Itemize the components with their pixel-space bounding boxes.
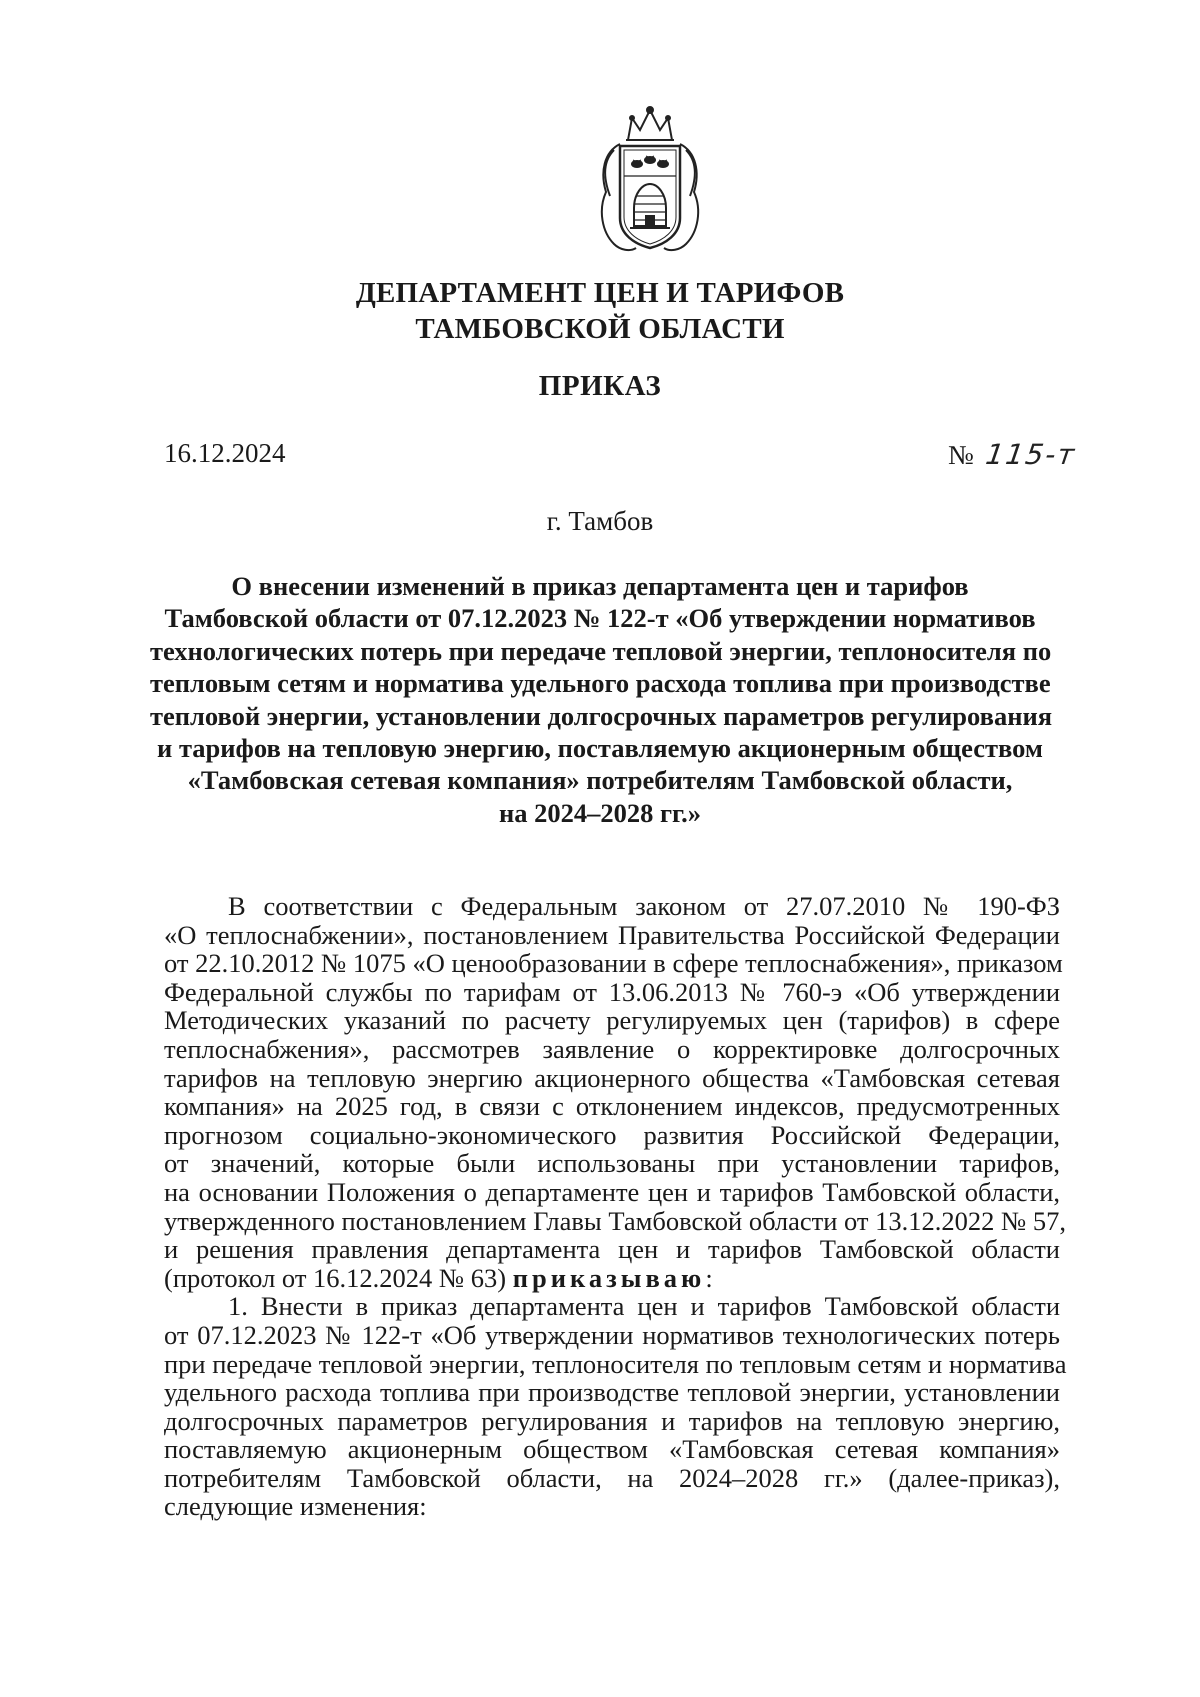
department-title-line1: ДЕПАРТАМЕНТ ЦЕН И ТАРИФОВ (355, 277, 845, 309)
document-body (164, 891, 1067, 1522)
protocol-reference: (протокол от 16.12.2024 № 63) (164, 1262, 513, 1293)
order-colon: : (705, 1262, 713, 1293)
order-word: приказываю (512, 1262, 706, 1293)
body-line: и решения правления департамента цен и тарифов Тамбовской области (164, 1234, 1060, 1265)
document-type: ПРИКАЗ (538, 370, 662, 402)
body-line: на основании Положения о департаменте цен и тарифов Тамбовской области, (164, 1176, 1060, 1207)
department-title-line2: ТАМБОВСКОЙ ОБЛАСТИ (415, 313, 785, 345)
subject-line: «Тамбовская сетевая компания» потребителям Тамбовской области, (187, 765, 1013, 796)
body-line: утвержденного постановлением Главы Тамбовской области от 13.12.2022 № 57, (164, 1205, 1067, 1236)
body-line: «О теплоснабжении», постановлением Правительства Российской Федерации (164, 919, 1060, 950)
body-line: Федеральной службы по тарифам от 13.06.2013 № 760-э «Об утверждении (164, 976, 1060, 1007)
handwritten-number: 115-т (983, 438, 1078, 471)
subject-line: О внесении изменений в приказ департамента цен и тарифов (231, 571, 969, 601)
document-date: 16.12.2024 (164, 438, 286, 468)
body-line: В соответствии с Федеральным законом от 27.07.2010 № 190-ФЗ (228, 891, 1060, 921)
tambov-coat-of-arms-icon (590, 100, 710, 260)
subject-line: тепловым сетям и норматива удельного расхода топлива при производстве (150, 668, 1051, 699)
body-line: удельного расхода топлива при производстве тепловой энергии, установлении (164, 1377, 1060, 1408)
body-line-order (164, 1264, 1060, 1293)
body-line: от 07.12.2023 № 122-т «Об утверждении нормативов технологических потерь (164, 1319, 1060, 1350)
body-line: тарифов на тепловую энергию акционерного общества «Тамбовская сетевая (164, 1062, 1060, 1093)
body-line: компания» на 2025 год, в связи с отклонением индексов, предусмотренных (164, 1091, 1060, 1122)
subject-line: и тарифов на тепловую энергию, поставляемую акционерным обществом (157, 733, 1043, 764)
subject-line: тепловой энергии, установлении долгосрочных параметров регулирования (150, 700, 1053, 731)
body-line: долгосрочных параметров регулирования и тарифов на тепловую энергию, (164, 1405, 1060, 1436)
body-line: от 22.10.2012 № 1075 «О ценообразовании в сфере теплоснабжения», приказом (164, 948, 1063, 979)
body-line: следующие изменения: (164, 1491, 427, 1522)
body-line: Методических указаний по расчету регулируемых цен (тарифов) в сфере (164, 1005, 1060, 1036)
subject-line: на 2024–2028 гг.» (499, 797, 701, 828)
body-line: 1. Внести в приказ департамента цен и тарифов Тамбовской области (228, 1291, 1060, 1322)
body-line: прогнозом социально-экономического развития Российской Федерации, (164, 1119, 1060, 1150)
document-number (948, 438, 1076, 471)
body-line: от значений, которые были использованы при установлении тарифов, (164, 1148, 1060, 1179)
document-city: г. Тамбов (546, 506, 654, 536)
number-sign: № (948, 440, 974, 470)
document-subject (150, 570, 1053, 829)
body-line: поставляемую акционерным обществом «Тамбовская сетевая компания» (164, 1434, 1060, 1465)
body-line: при передаче тепловой энергии, теплоносителя по тепловым сетям и норматива (164, 1348, 1067, 1379)
body-line: потребителям Тамбовской области, на 2024–2028 гг.» (далее-приказ), (164, 1462, 1060, 1493)
body-line: теплоснабжения», рассмотрев заявление о корректировке долгосрочных (164, 1033, 1060, 1064)
subject-line: Тамбовской области от 07.12.2023 № 122-т «Об утверждении нормативов (164, 603, 1036, 634)
subject-line: технологических потерь при передаче тепловой энергии, теплоносителя по (150, 635, 1052, 666)
